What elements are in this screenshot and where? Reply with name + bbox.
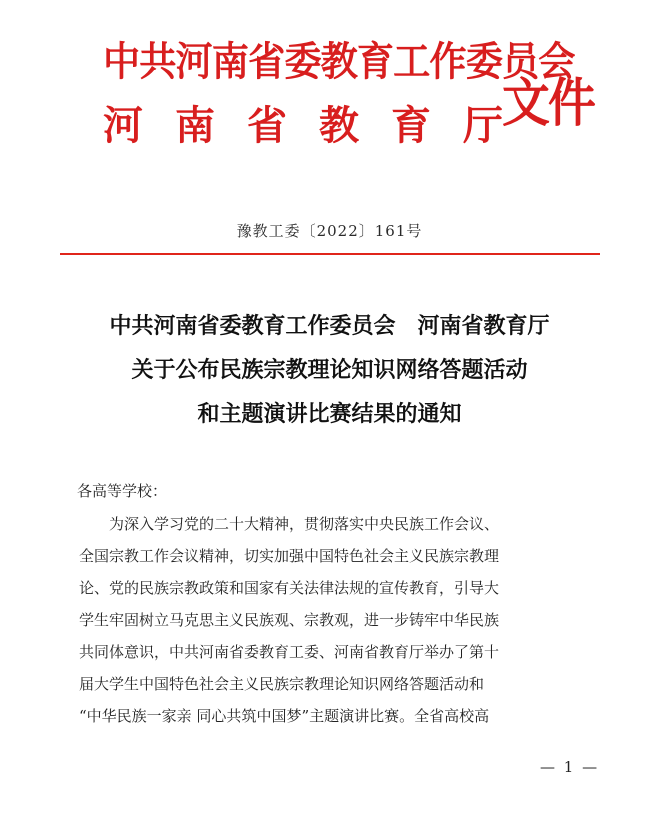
org-name-party-committee: 中共河南省委教育工作委员会 (103, 38, 575, 85)
salutation: 各高等学校： (77, 482, 168, 500)
page-number: — 1 — (540, 758, 600, 776)
body-text-line: 全国宗教工作会议精神，切实加强中国特色社会主义民族宗教理 (79, 547, 500, 565)
document-type-label: 文件 (502, 73, 595, 134)
red-divider-line (60, 253, 600, 255)
org-char: 南 (175, 102, 215, 149)
org-char: 厅 (463, 102, 503, 149)
body-text-line: 论、党的民族宗教政策和国家有关法律法规的宣传教育，引导大 (79, 579, 500, 597)
org-char: 河 (103, 102, 143, 149)
document-title-line-1: 中共河南省委教育工作委员会 河南省教育厅 (109, 313, 550, 339)
org-char: 育 (391, 102, 431, 149)
body-text-line: 共同体意识，中共河南省委教育工委、河南省教育厅举办了第十 (79, 643, 500, 661)
body-text-line: 届大学生中国特色社会主义民族宗教理论知识网络答题活动和 (79, 675, 485, 693)
body-text-line: “中华民族一家亲 同心共筑中国梦”主题演讲比赛。全省高校高 (79, 707, 490, 725)
org-char: 教 (319, 102, 359, 149)
org-char: 省 (247, 102, 287, 149)
body-text-line: 学生牢固树立马克思主义民族观、宗教观，进一步铸牢中华民族 (79, 611, 500, 629)
body-text-line: 为深入学习党的二十大精神，贯彻落实中央民族工作会议、 (79, 515, 500, 533)
org-name-education-department (103, 102, 503, 150)
document-title-line-2: 关于公布民族宗教理论知识网络答题活动 (131, 357, 528, 383)
document-title-line-3: 和主题演讲比赛结果的通知 (197, 401, 462, 427)
document-number: 豫教工委〔2022〕161号 (236, 222, 423, 240)
